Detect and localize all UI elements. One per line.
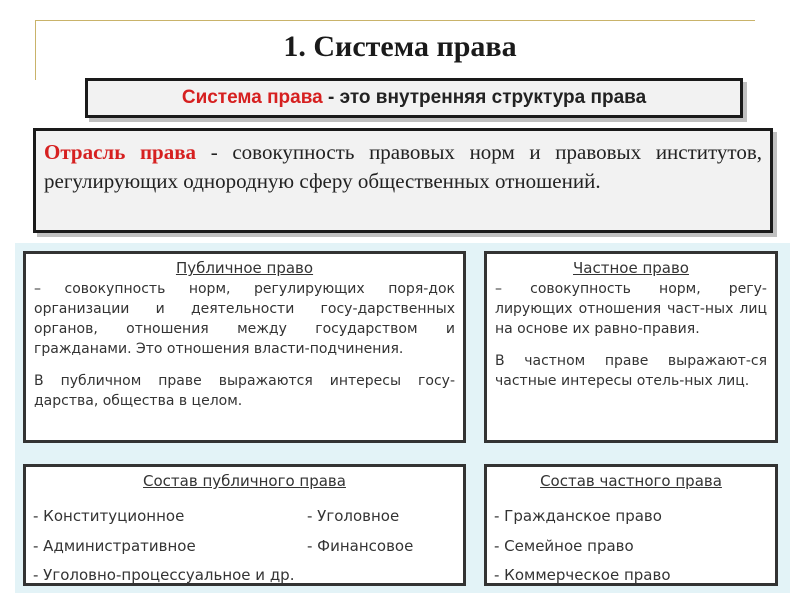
branch-definition-text: - совокупность правовых норм и правовых институтов, регулирующих однородную сферу общественных отношений. bbox=[44, 140, 762, 193]
private-law-title: Частное право bbox=[573, 259, 689, 277]
public-law-composition-card bbox=[23, 464, 466, 586]
decorative-top-line bbox=[35, 20, 755, 21]
private-law-definition: – совокупность норм, регу-лирующих отношения част-ных лиц на основе их равно-правия. bbox=[495, 281, 767, 337]
private-law-interests: В частном праве выражают-ся частные интересы отель-ных лиц. bbox=[495, 353, 767, 389]
list-item: - Финансовое bbox=[307, 537, 414, 555]
list-item: - Административное bbox=[33, 537, 196, 555]
slide-title: 1. Система права bbox=[283, 30, 517, 63]
public-composition-title: Состав публичного права bbox=[143, 472, 346, 490]
list-item: - Гражданское право bbox=[494, 507, 662, 525]
list-item: - Семейное право bbox=[494, 537, 634, 555]
list-item: - Коммерческое право bbox=[494, 566, 671, 584]
list-item: - Конституционное bbox=[33, 507, 185, 525]
branch-definition-box bbox=[33, 128, 773, 233]
public-law-title: Публичное право bbox=[175, 259, 314, 277]
list-item: - Уголовно-процессуальное и др. bbox=[33, 566, 295, 584]
system-definition-text: - это внутренняя структура права bbox=[322, 87, 647, 108]
private-law-card bbox=[484, 251, 778, 443]
branch-term: Отрасль права bbox=[44, 140, 197, 164]
system-term: Система права bbox=[181, 87, 323, 108]
public-law-interests: В публичном праве выражаются интересы госу-дарства, общества в целом. bbox=[34, 373, 455, 409]
public-law-card bbox=[23, 251, 466, 443]
public-law-definition: – совокупность норм, регулирующих поря-док организации и деятельности госу-дарственных органов, отношения между государством и гражданами. Это отношения власти-подчинения. bbox=[34, 281, 455, 357]
list-item: - Уголовное bbox=[307, 507, 400, 525]
system-definition-box bbox=[85, 78, 743, 118]
private-composition-title: Состав частного права bbox=[540, 472, 722, 490]
private-law-composition-card bbox=[484, 464, 778, 586]
